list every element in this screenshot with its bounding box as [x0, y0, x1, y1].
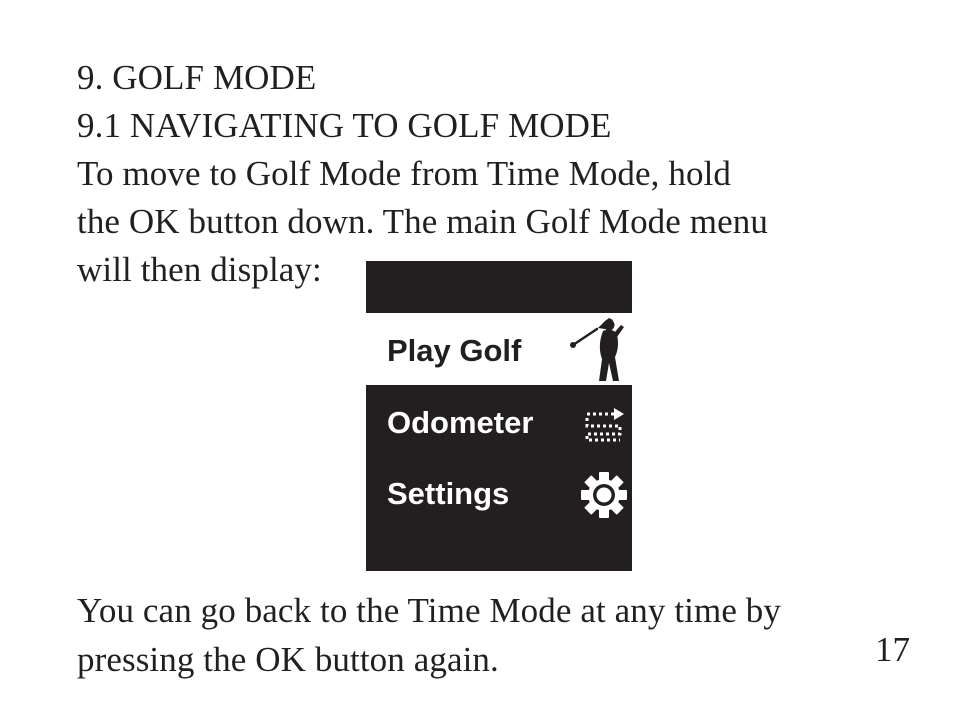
golfer-icon — [569, 313, 627, 385]
golf-mode-menu-screen — [366, 261, 632, 571]
body-text-line: To move to Golf Mode from Time Mode, hold — [77, 154, 731, 193]
menu-item-label: Odometer — [387, 405, 534, 440]
body-text-line: will then display: — [77, 250, 322, 289]
section-heading: 9. GOLF MODE — [77, 58, 317, 97]
body-text-line: the OK button down. The main Golf Mode menu — [77, 202, 768, 241]
footer-text-line: pressing the OK button again. — [77, 640, 499, 679]
menu-item-odometer[interactable] — [366, 388, 632, 460]
gear-icon — [580, 459, 628, 531]
odometer-arrow-icon — [584, 388, 626, 460]
menu-item-label: Settings — [387, 476, 510, 511]
footer-text-line: You can go back to the Time Mode at any time by — [77, 591, 781, 630]
subsection-heading: 9.1 NAVIGATING TO GOLF MODE — [77, 106, 612, 145]
menu-item-play-golf[interactable] — [366, 313, 632, 385]
menu-item-label: Play Golf — [387, 333, 522, 368]
page-number: 17 — [875, 630, 910, 669]
menu-item-settings[interactable] — [366, 459, 632, 531]
